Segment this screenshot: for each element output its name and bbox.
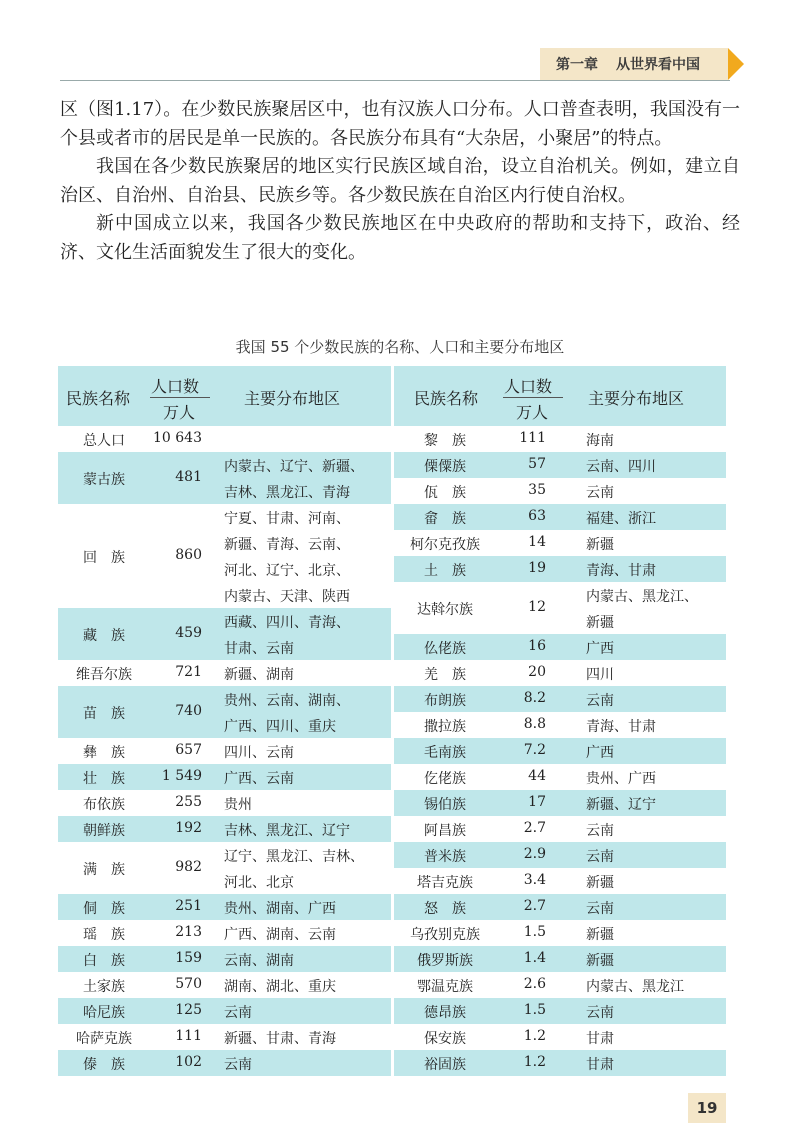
region-line: 内蒙古、黑龙江: [586, 979, 684, 995]
header-pop-top: 人口数: [504, 377, 553, 396]
minority-population-table: [58, 366, 726, 1072]
ethnic-name: 畲 族: [424, 511, 466, 527]
population: 16: [528, 638, 546, 654]
ethnic-name: 傣 族: [83, 1057, 125, 1073]
region-line: 新疆: [586, 927, 614, 943]
chapter-label-box: [540, 48, 728, 80]
region-line: 甘肃、云南: [224, 641, 294, 657]
region-line: 云南: [586, 823, 614, 839]
ethnic-name: 黎 族: [424, 433, 466, 449]
ethnic-name: 彝 族: [83, 745, 125, 761]
ethnic-name: 保安族: [424, 1031, 466, 1047]
ethnic-name: 仡佬族: [424, 771, 466, 787]
ethnic-name: 达斡尔族: [417, 602, 473, 618]
population: 3.4: [523, 872, 546, 888]
region-line: 新疆、甘肃、青海: [224, 1031, 336, 1047]
region-line: 广西: [586, 641, 614, 657]
population: 570: [175, 976, 202, 992]
region-line: 云南: [224, 1005, 252, 1021]
region-line: 新疆、湖南: [224, 667, 294, 683]
population: 7.2: [523, 742, 546, 758]
chapter-title: 从世界看中国: [616, 57, 700, 73]
ethnic-name: 羌 族: [424, 667, 466, 683]
population: 35: [528, 482, 546, 498]
region-line: 新疆、辽宁: [586, 797, 656, 813]
header-pop-bottom: 万人: [516, 403, 549, 422]
population: 481: [175, 469, 202, 485]
region-line: 广西、四川、重庆: [224, 719, 336, 735]
region-line: 甘肃: [586, 1031, 614, 1047]
ethnic-name: 维吾尔族: [76, 667, 132, 683]
ethnic-name: 侗 族: [83, 901, 125, 917]
region-line: 吉林、黑龙江、辽宁: [224, 823, 350, 839]
ethnic-name: 蒙古族: [83, 472, 125, 488]
population: 721: [175, 664, 202, 680]
population: 213: [175, 924, 202, 940]
ethnic-name: 哈尼族: [83, 1005, 125, 1021]
ethnic-name: 德昂族: [424, 1005, 466, 1021]
region-line: 河北、辽宁、北京、: [224, 563, 350, 579]
region-line: 贵州、云南、湖南、: [224, 693, 350, 709]
header-pop-top: 人口数: [151, 377, 200, 396]
ethnic-name: 哈萨克族: [76, 1031, 132, 1047]
population: 860: [175, 547, 202, 563]
population: 251: [175, 898, 202, 914]
region-line: 云南、四川: [586, 459, 656, 475]
region-line: 青海、甘肃: [586, 719, 656, 735]
region-line: 吉林、黑龙江、青海: [224, 485, 350, 501]
population: 2.9: [523, 846, 546, 862]
paragraph: 我国在各少数民族聚居的地区实行民族区域自治，设立自治机关。例如，建立自治区、自治州、自治县、民族乡等。各少数民族在自治区内行使自治权。: [60, 156, 740, 206]
ethnic-name: 阿昌族: [424, 823, 466, 839]
ethnic-name: 裕固族: [424, 1057, 466, 1073]
region-line: 河北、北京: [224, 875, 294, 891]
ethnic-name: 普米族: [424, 849, 466, 865]
region-line: 广西、湖南、云南: [224, 927, 336, 943]
chapter-number: 第一章: [556, 57, 598, 73]
header-region: 主要分布地区: [588, 389, 685, 408]
population: 1.2: [523, 1054, 546, 1070]
ethnic-name: 布朗族: [424, 693, 466, 709]
region-line: 新疆、青海、云南、: [224, 537, 350, 553]
ethnic-name: 藏 族: [83, 628, 125, 644]
ethnic-name: 壮 族: [83, 771, 125, 787]
ethnic-name: 鄂温克族: [417, 979, 473, 995]
ethnic-name: 布依族: [83, 797, 125, 813]
region-line: 云南: [586, 1005, 614, 1021]
header-name: 民族名称: [414, 389, 479, 408]
ethnic-name: 傈僳族: [424, 459, 466, 475]
region-line: 新疆: [586, 537, 614, 553]
ethnic-name: 佤 族: [424, 485, 466, 501]
population: 159: [175, 950, 202, 966]
ethnic-name: 总人口: [83, 433, 125, 449]
ethnic-name: 白 族: [83, 953, 125, 969]
ethnic-name: 俄罗斯族: [417, 953, 473, 969]
region-line: 新疆: [586, 953, 614, 969]
region-line: 云南: [586, 485, 614, 501]
region-line: 贵州: [224, 797, 252, 813]
region-line: 四川: [586, 667, 614, 683]
region-line: 云南: [586, 849, 614, 865]
ethnic-name: 朝鲜族: [83, 823, 125, 839]
chapter-arrow-icon: [728, 48, 744, 80]
population: 2.7: [523, 898, 546, 914]
population: 14: [528, 534, 546, 550]
population: 8.2: [523, 690, 546, 706]
ethnic-name: 撒拉族: [424, 719, 466, 735]
ethnic-name: 乌孜别克族: [410, 927, 480, 943]
page-number: 19: [688, 1093, 726, 1123]
population: 102: [175, 1054, 202, 1070]
region-line: 内蒙古、天津、陕西: [224, 589, 350, 605]
population: 2.6: [523, 976, 546, 992]
ethnic-name: 苗 族: [83, 706, 125, 722]
body-text: [60, 96, 740, 267]
header-pop-bottom: 万人: [163, 403, 196, 422]
population: 1.5: [523, 924, 546, 940]
paragraph: 新中国成立以来，我国各少数民族地区在中央政府的帮助和支持下，政治、经济、文化生活面貌发生了很大的变化。: [60, 213, 740, 263]
population: 20: [528, 664, 546, 680]
region-line: 内蒙古、辽宁、新疆、: [224, 459, 364, 475]
header-divider-line: [150, 397, 210, 398]
population: 44: [528, 768, 546, 784]
population: 459: [175, 625, 202, 641]
population: 17: [528, 794, 546, 810]
population: 111: [175, 1028, 202, 1044]
population: 982: [175, 859, 202, 875]
population: 12: [528, 599, 546, 615]
ethnic-name: 仫佬族: [424, 641, 466, 657]
population: 111: [519, 430, 546, 446]
region-line: 西藏、四川、青海、: [224, 615, 350, 631]
ethnic-name: 塔吉克族: [417, 875, 473, 891]
population: 1 549: [161, 768, 202, 784]
population: 63: [528, 508, 546, 524]
region-line: 云南: [586, 693, 614, 709]
ethnic-name: 怒 族: [424, 901, 466, 917]
population: 1.5: [523, 1002, 546, 1018]
region-line: 贵州、广西: [586, 771, 656, 787]
population: 192: [175, 820, 202, 836]
population: 10 643: [153, 430, 202, 446]
ethnic-name: 土 族: [424, 563, 466, 579]
population: 19: [528, 560, 546, 576]
region-line: 湖南、湖北、重庆: [224, 979, 336, 995]
population: 8.8: [523, 716, 546, 732]
region-line: 福建、浙江: [586, 511, 656, 527]
population: 2.7: [523, 820, 546, 836]
ethnic-name: 柯尔克孜族: [410, 537, 480, 553]
region-line: 云南、湖南: [224, 953, 294, 969]
header-name: 民族名称: [66, 389, 131, 408]
region-line: 宁夏、甘肃、河南、: [224, 511, 350, 527]
region-line: 广西、云南: [224, 771, 294, 787]
population: 57: [528, 456, 546, 472]
region-line: 云南: [224, 1057, 252, 1073]
region-line: 广西: [586, 745, 614, 761]
population: 125: [175, 1002, 202, 1018]
table-caption: 我国 55 个少数民族的名称、人口和主要分布地区: [235, 338, 565, 356]
region-line: 四川、云南: [224, 745, 294, 761]
ethnic-name: 毛南族: [424, 745, 466, 761]
ethnic-name: 满 族: [83, 862, 125, 878]
region-line: 云南: [586, 901, 614, 917]
region-line: 贵州、湖南、广西: [224, 901, 336, 917]
ethnic-name: 瑶 族: [83, 927, 125, 943]
population: 657: [175, 742, 202, 758]
ethnic-name: 回 族: [83, 550, 125, 566]
paragraph: 区（图1.17）。在少数民族聚居区中，也有汉族人口分布。人口普查表明，我国没有一个县或者市的居民是单一民族的。各民族分布具有“大杂居，小聚居”的特点。: [60, 99, 740, 149]
population: 740: [175, 703, 202, 719]
region-line: 内蒙古、黑龙江、: [586, 589, 698, 605]
header-divider-line: [503, 397, 563, 398]
region-line: 辽宁、黑龙江、吉林、: [224, 849, 364, 865]
region-line: 新疆: [586, 615, 614, 631]
ethnic-name: 锡伯族: [424, 797, 466, 813]
region-line: 海南: [586, 433, 614, 449]
ethnic-name: 土家族: [83, 979, 125, 995]
population: 1.2: [523, 1028, 546, 1044]
population: 1.4: [523, 950, 546, 966]
column-gap: [391, 366, 394, 1072]
region-line: 新疆: [586, 875, 614, 891]
header-region: 主要分布地区: [244, 389, 341, 408]
region-line: 甘肃: [586, 1057, 614, 1073]
population: 255: [175, 794, 202, 810]
header-divider: [60, 80, 730, 81]
region-line: 青海、甘肃: [586, 563, 656, 579]
